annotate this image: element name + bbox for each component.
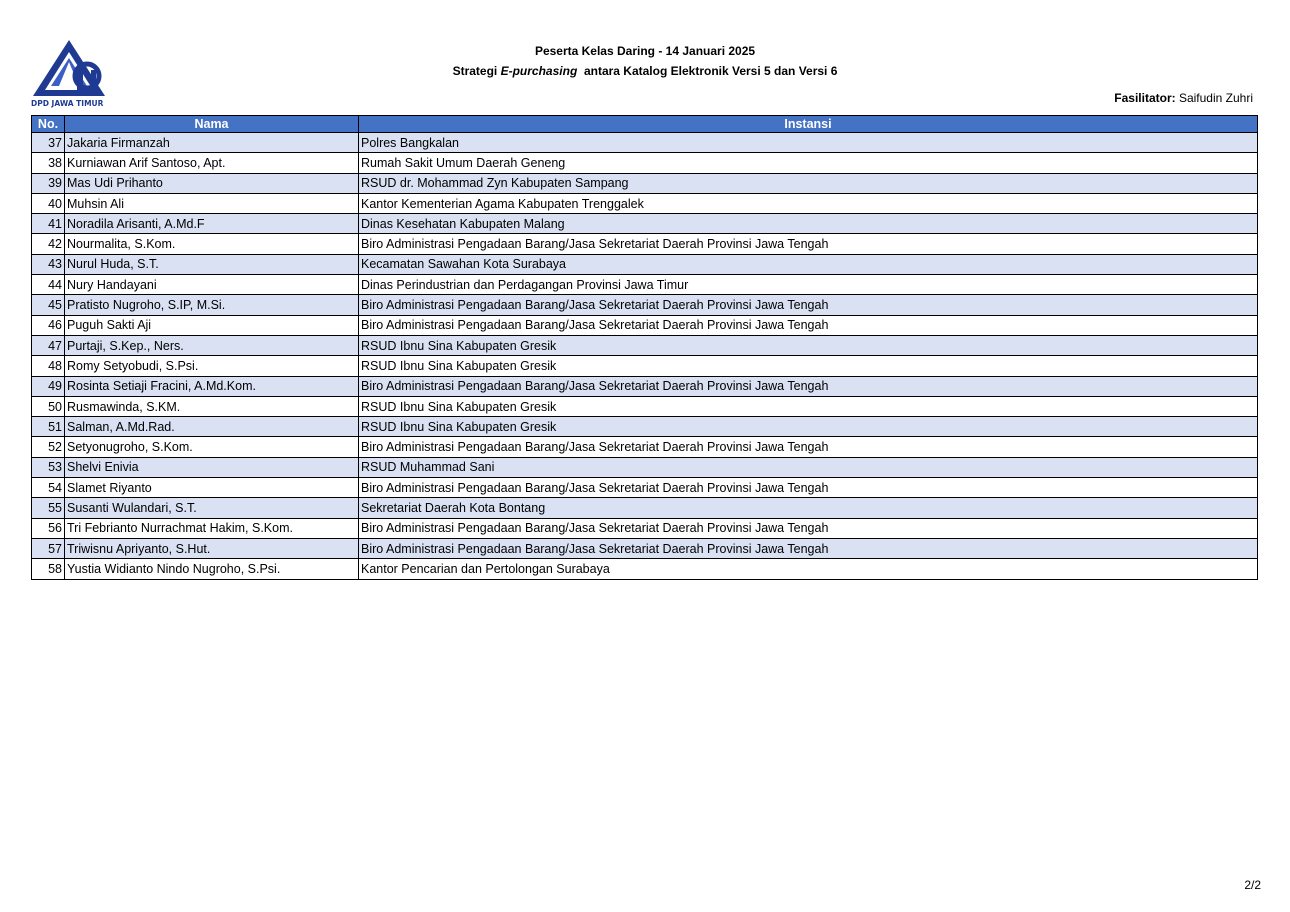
table-row [32,417,1258,437]
row-number-cell: 55 [32,498,65,518]
participant-name-cell: Rosinta Setiaji Fracini, A.Md.Kom. [65,376,359,396]
row-number-cell: 51 [32,417,65,437]
logo-caption: DPD JAWA TIMUR [31,99,104,108]
table-row [32,356,1258,376]
row-number-cell: 52 [32,437,65,457]
institution-cell: Biro Administrasi Pengadaan Barang/Jasa Sekretariat Daerah Provinsi Jawa Tengah [359,376,1258,396]
participant-name-cell: Noradila Arisanti, A.Md.F [65,214,359,234]
institution-cell: Sekretariat Daerah Kota Bontang [359,498,1258,518]
participant-name-cell: Romy Setyobudi, S.Psi. [65,356,359,376]
row-number-cell: 39 [32,173,65,193]
institution-cell: Dinas Perindustrian dan Perdagangan Provinsi Jawa Timur [359,275,1258,295]
table-row [32,376,1258,396]
participant-name-cell: Yustia Widianto Nindo Nugroho, S.Psi. [65,559,359,579]
table-row [32,315,1258,335]
participant-name-cell: Slamet Riyanto [65,478,359,498]
participant-name-cell: Nurul Huda, S.T. [65,254,359,274]
participant-name-cell: Jakaria Firmanzah [65,133,359,153]
institution-cell: Dinas Kesehatan Kabupaten Malang [359,214,1258,234]
table-row [32,254,1258,274]
facilitator-name: Saifudin Zuhri [1175,91,1253,105]
participant-name-cell: Rusmawinda, S.KM. [65,396,359,416]
institution-cell: RSUD Ibnu Sina Kabupaten Gresik [359,335,1258,355]
table-row [32,498,1258,518]
table-row [32,518,1258,538]
participant-name-cell: Setyonugroho, S.Kom. [65,437,359,457]
participant-name-cell: Triwisnu Apriyanto, S.Hut. [65,538,359,558]
column-header-instansi: Instansi [359,116,1258,133]
institution-cell: RSUD Ibnu Sina Kabupaten Gresik [359,396,1258,416]
facilitator-info [1114,90,1253,106]
institution-cell: Biro Administrasi Pengadaan Barang/Jasa Sekretariat Daerah Provinsi Jawa Tengah [359,538,1258,558]
column-header-nama: Nama [65,116,359,133]
participant-name-cell: Puguh Sakti Aji [65,315,359,335]
participant-name-cell: Salman, A.Md.Rad. [65,417,359,437]
table-row [32,295,1258,315]
row-number-cell: 38 [32,153,65,173]
row-number-cell: 56 [32,518,65,538]
institution-cell: Biro Administrasi Pengadaan Barang/Jasa Sekretariat Daerah Provinsi Jawa Tengah [359,437,1258,457]
institution-cell: Biro Administrasi Pengadaan Barang/Jasa Sekretariat Daerah Provinsi Jawa Tengah [359,518,1258,538]
row-number-cell: 44 [32,275,65,295]
row-number-cell: 54 [32,478,65,498]
table-row [32,478,1258,498]
table-row [32,234,1258,254]
row-number-cell: 47 [32,335,65,355]
institution-cell: Biro Administrasi Pengadaan Barang/Jasa Sekretariat Daerah Provinsi Jawa Tengah [359,315,1258,335]
row-number-cell: 53 [32,457,65,477]
participant-name-cell: Tri Febrianto Nurrachmat Hakim, S.Kom. [65,518,359,538]
participant-name-cell: Muhsin Ali [65,193,359,213]
table-row [32,396,1258,416]
table-row [32,133,1258,153]
row-number-cell: 46 [32,315,65,335]
row-number-cell: 41 [32,214,65,234]
column-header-no: No. [32,116,65,133]
row-number-cell: 58 [32,559,65,579]
page-number: 2/2 [1244,878,1261,892]
institution-cell: Rumah Sakit Umum Daerah Geneng [359,153,1258,173]
table-row [32,437,1258,457]
table-row [32,457,1258,477]
participant-name-cell: Purtaji, S.Kep., Ners. [65,335,359,355]
participant-name-cell: Kurniawan Arif Santoso, Apt. [65,153,359,173]
row-number-cell: 49 [32,376,65,396]
table-row [32,173,1258,193]
row-number-cell: 40 [32,193,65,213]
participant-name-cell: Nury Handayani [65,275,359,295]
page-subtitle [0,61,1290,81]
participant-name-cell: Shelvi Enivia [65,457,359,477]
institution-cell: Biro Administrasi Pengadaan Barang/Jasa Sekretariat Daerah Provinsi Jawa Tengah [359,478,1258,498]
institution-cell: RSUD dr. Mohammad Zyn Kabupaten Sampang [359,173,1258,193]
participant-name-cell: Nourmalita, S.Kom. [65,234,359,254]
document-header [0,41,1290,81]
table-row [32,559,1258,579]
institution-cell: Polres Bangkalan [359,133,1258,153]
row-number-cell: 48 [32,356,65,376]
institution-cell: RSUD Ibnu Sina Kabupaten Gresik [359,356,1258,376]
row-number-cell: 45 [32,295,65,315]
participant-name-cell: Pratisto Nugroho, S.IP, M.Si. [65,295,359,315]
row-number-cell: 37 [32,133,65,153]
subtitle-prefix: Strategi [452,64,501,78]
subtitle-emphasis: E-purchasing [500,64,578,78]
institution-cell: Kantor Pencarian dan Pertolongan Surabaya [359,559,1258,579]
institution-cell: Kecamatan Sawahan Kota Surabaya [359,254,1258,274]
page-title: Peserta Kelas Daring - 14 Januari 2025 [534,44,756,58]
table-row [32,275,1258,295]
institution-cell: Biro Administrasi Pengadaan Barang/Jasa Sekretariat Daerah Provinsi Jawa Tengah [359,295,1258,315]
institution-cell: RSUD Muhammad Sani [359,457,1258,477]
subtitle-suffix: antara Katalog Elektronik Versi 5 dan Versi 6 [577,64,838,78]
table-row [32,193,1258,213]
participant-table [31,115,1258,580]
table-body [32,133,1258,580]
table-row [32,538,1258,558]
participant-name-cell: Mas Udi Prihanto [65,173,359,193]
row-number-cell: 43 [32,254,65,274]
row-number-cell: 50 [32,396,65,416]
participant-name-cell: Susanti Wulandari, S.T. [65,498,359,518]
row-number-cell: 57 [32,538,65,558]
table-header-row [32,116,1258,133]
table-row [32,214,1258,234]
table-row [32,335,1258,355]
institution-cell: RSUD Ibnu Sina Kabupaten Gresik [359,417,1258,437]
institution-cell: Kantor Kementerian Agama Kabupaten Trenggalek [359,193,1258,213]
row-number-cell: 42 [32,234,65,254]
facilitator-label: Fasilitator: [1114,91,1176,105]
institution-cell: Biro Administrasi Pengadaan Barang/Jasa Sekretariat Daerah Provinsi Jawa Tengah [359,234,1258,254]
table-row [32,153,1258,173]
